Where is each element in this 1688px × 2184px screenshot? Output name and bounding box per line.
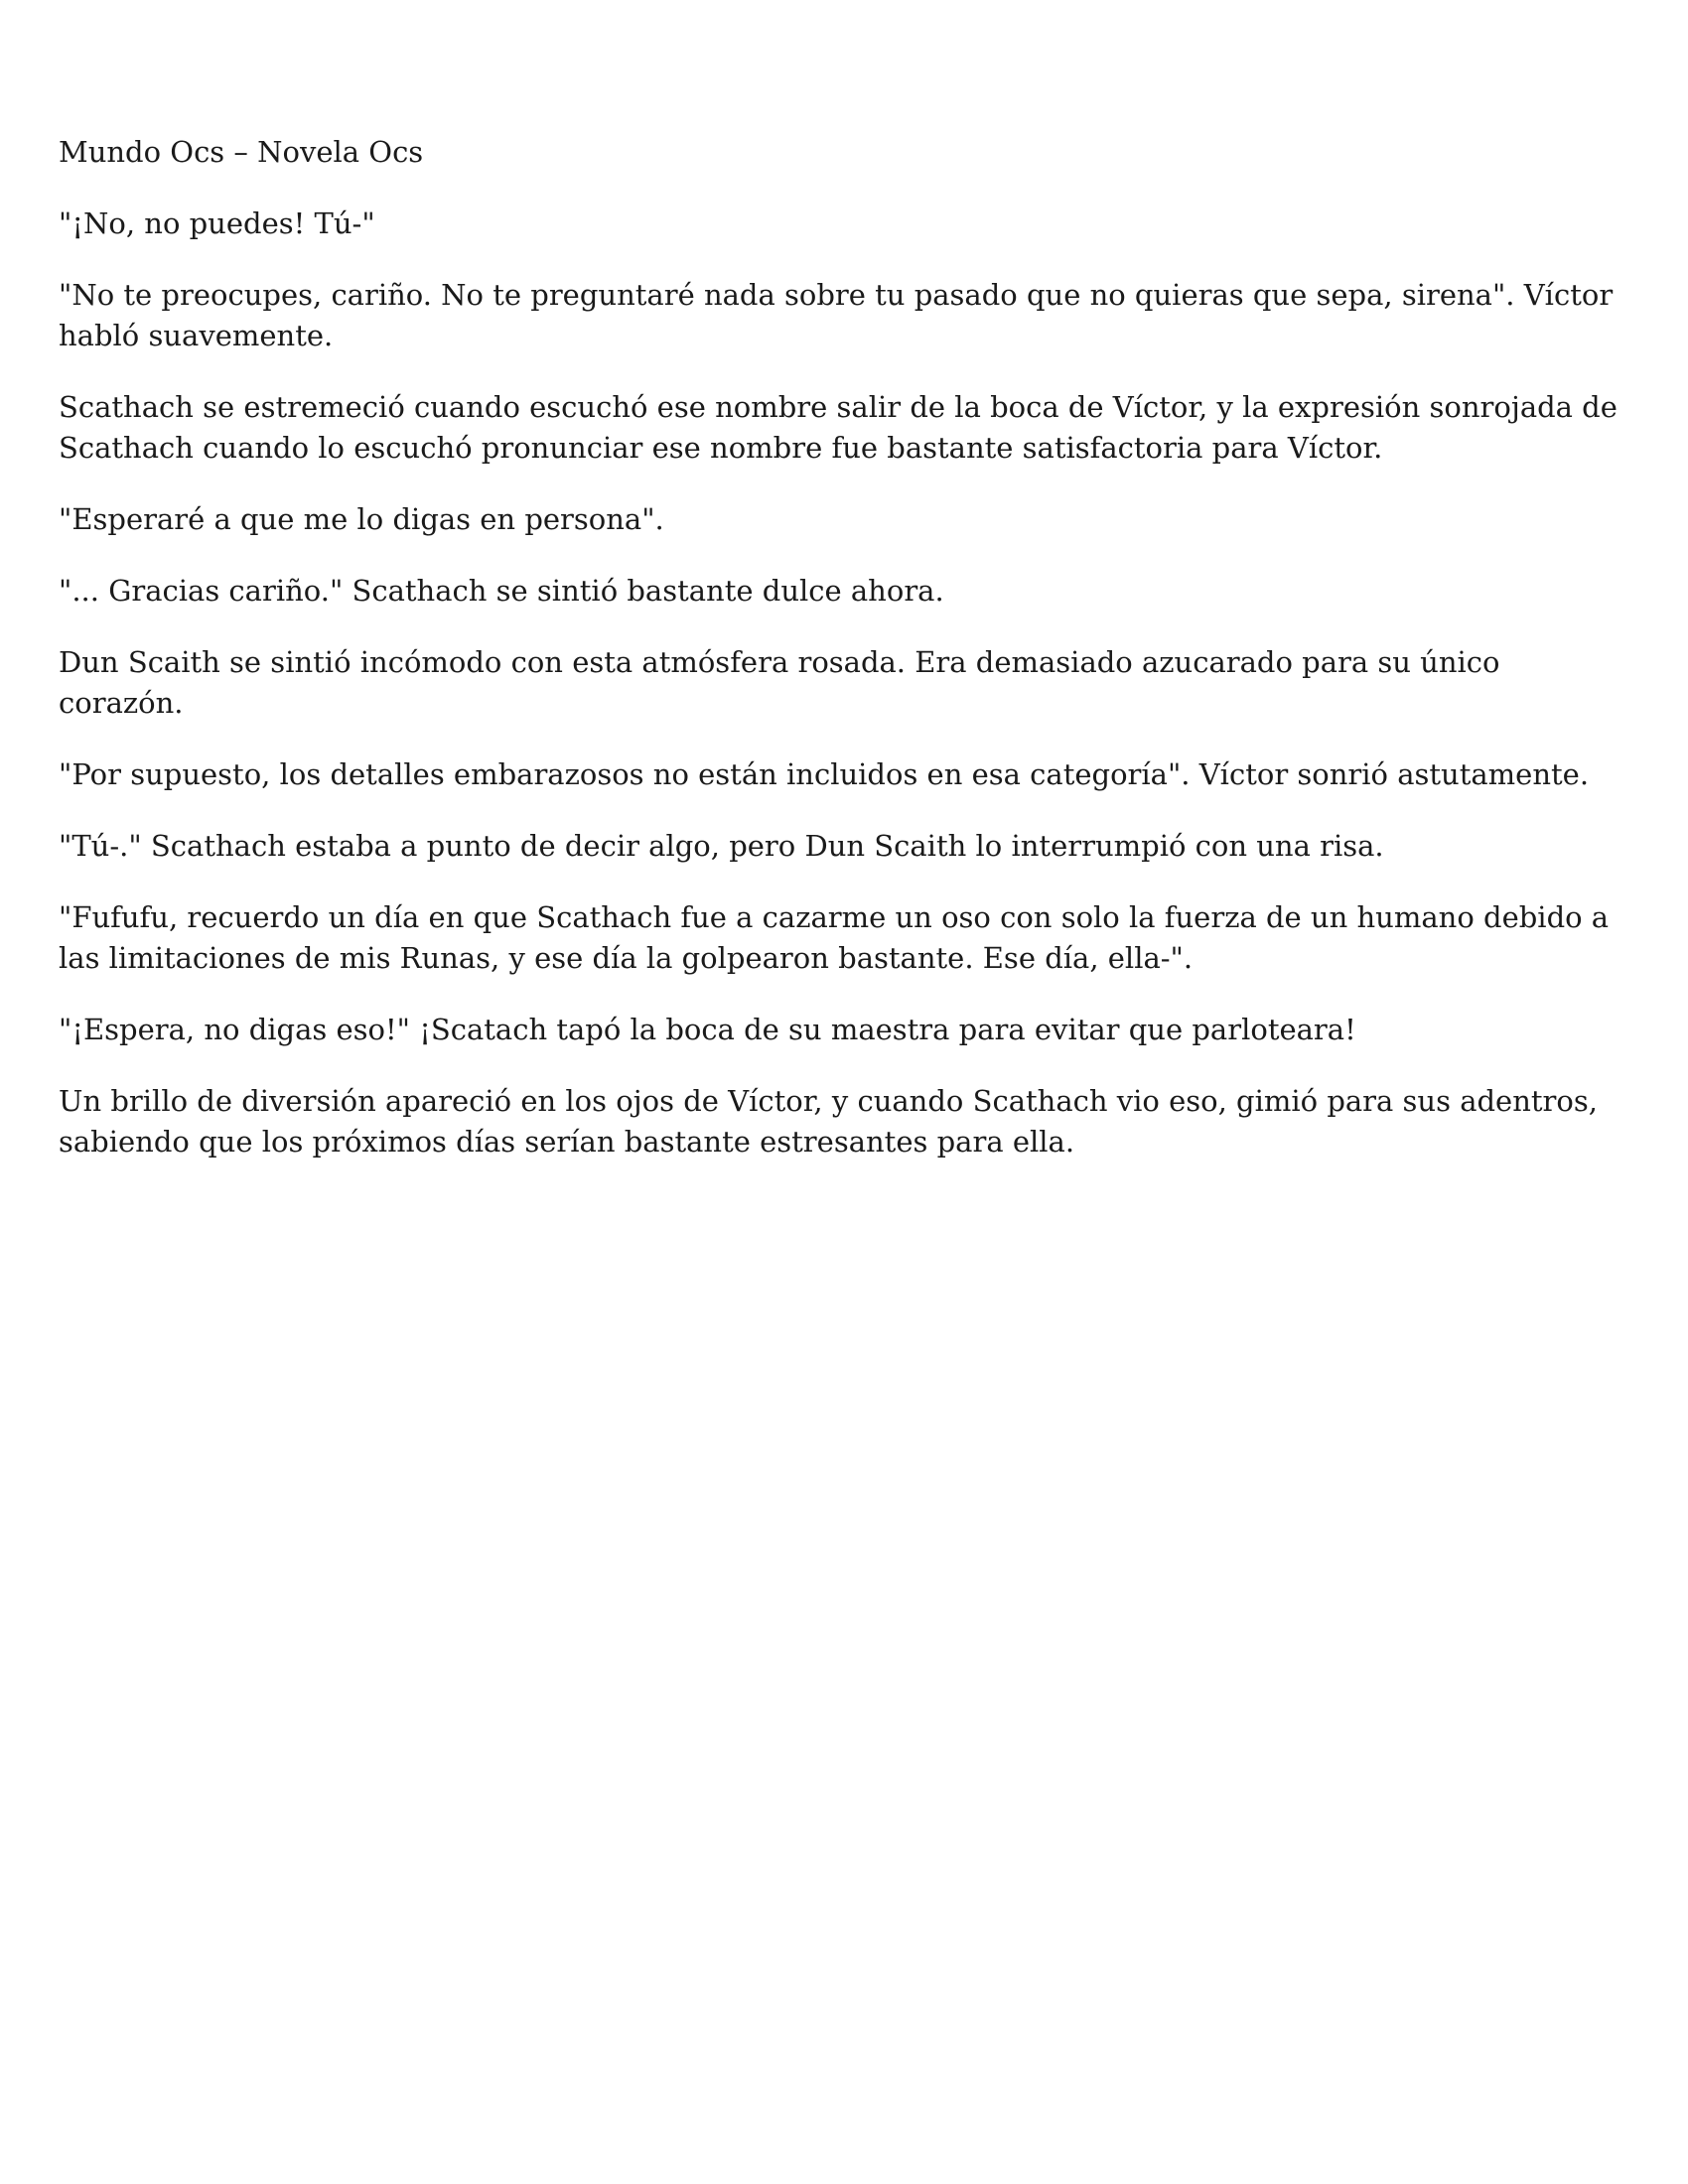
paragraph: "¡No, no puedes! Tú-" <box>59 206 375 240</box>
paragraph: "... Gracias cariño." Scathach se sintió bastante dulce ahora. <box>59 574 944 608</box>
paragraph: "¡Espera, no digas eso!" ¡Scatach tapó la boca de su maestra para evitar que parloteara! <box>59 1013 1356 1046</box>
paragraph: "Fufufu, recuerdo un día en que Scathach fue a cazarme un oso con solo la fuerza de un humano debido a las limitaciones de mis Runas, y ese día la golpearon bastante. Ese día, ella-". <box>59 900 1610 975</box>
paragraph: "No te preocupes, cariño. No te preguntaré nada sobre tu pasado que no quieras que sepa, sirena". Víctor habló suavemente. <box>59 278 1614 352</box>
paragraph: Un brillo de diversión apareció en los ojos de Víctor, y cuando Scathach vio eso, gimió para sus adentros, sabiendo que los próximos días serían bastante estresantes para ella. <box>59 1084 1598 1159</box>
document-body <box>59 132 1632 1193</box>
paragraph: "Esperaré a que me lo digas en persona". <box>59 502 664 536</box>
paragraph: "Tú-." Scathach estaba a punto de decir algo, pero Dun Scaith lo interrumpió con una risa. <box>59 829 1384 863</box>
paragraph: "Por supuesto, los detalles embarazosos no están incluidos en esa categoría". Víctor sonrió astutamente. <box>59 757 1590 791</box>
document-header: Mundo Ocs – Novela Ocs <box>59 135 424 169</box>
paragraph: Dun Scaith se sintió incómodo con esta atmósfera rosada. Era demasiado azucarado para su único corazón. <box>59 645 1500 720</box>
paragraph: Scathach se estremeció cuando escuchó ese nombre salir de la boca de Víctor, y la expresión sonrojada de Scathach cuando lo escuchó pronunciar ese nombre fue bastante satisfactoria para Víctor. <box>59 390 1618 465</box>
